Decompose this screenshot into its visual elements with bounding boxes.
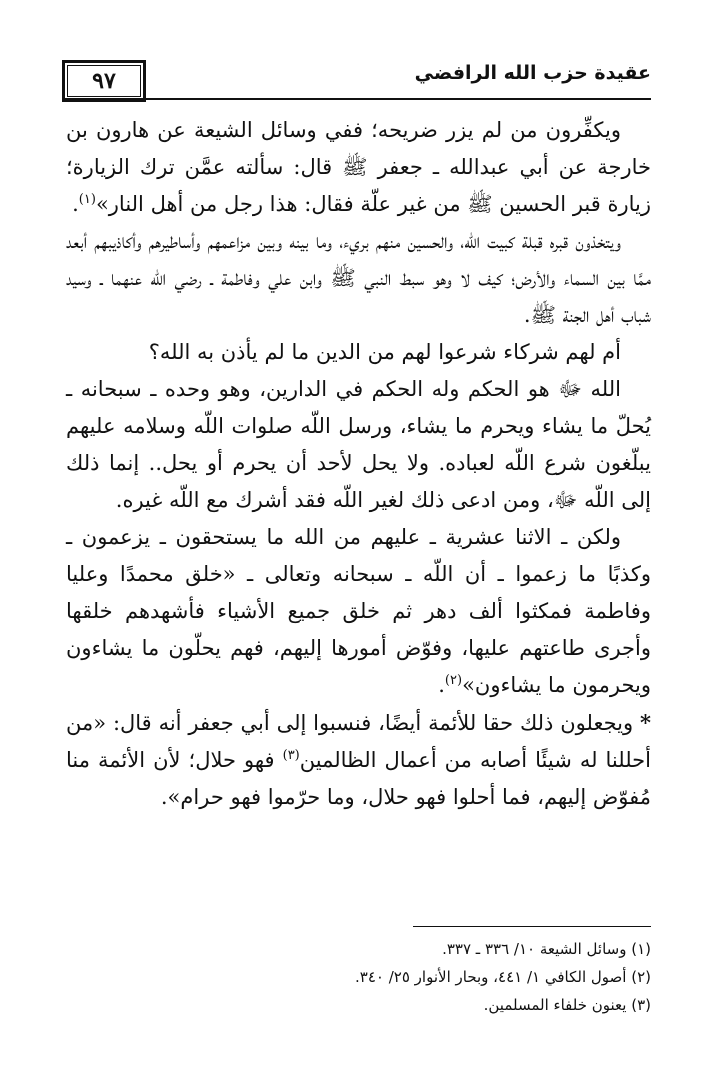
text-line: مزاعمهم وأساطيرهم وأكاذيبهم أبعد ممَّا بين السماء والأرض؛ كيف لا <box>66 229 652 290</box>
footnotes <box>66 935 651 1019</box>
text-line: ويكفِّرون من لم يزر ضريحه؛ ففي وسائل الشيعة عن هارون بن خارجة <box>66 118 651 179</box>
text-line: منا مُفوّض إليهم، فما أحلوا فهو حلال، وما حرّموا فهو حرام». <box>66 748 651 809</box>
text-line: فهو حلال؛ لأن الأئمة <box>98 748 275 772</box>
text-line: أهل الجنة ﷺ. <box>523 303 615 327</box>
paragraph: أم لهم شركاء شرعوا لهم من الدين ما لم يأذن به الله؟ <box>148 340 621 364</box>
paragraph <box>66 223 651 334</box>
text-line: ألف دهر ثم خلق جميع الأشياء فأشهدهم خلقها وأجرى طاعتهم <box>66 599 651 660</box>
page-header <box>62 60 651 102</box>
text-line: الله ﷻ هو الحكم وله الحكم في الدارين، وهو وحده ـ سبحانه ـ <box>66 377 621 401</box>
text-line: عليها، وفوّض أمورها إليهم، فهم يحلّون ما يشاءون ويحرمون ما <box>66 636 651 697</box>
text-end: . <box>72 192 79 216</box>
text-line: ولكن ـ الاثنا عشرية ـ عليهم من الله ما يستحقون ـ يزعمون ـ وكذبًا <box>66 525 651 586</box>
text-end: . <box>438 673 445 697</box>
footnote: (١) وسائل الشيعة ١٠/ ٣٣٦ ـ ٣٣٧. <box>442 940 651 958</box>
text-line: وهو سبط النبي ﷺ وابن علي وفاطمة ـ رضي الله عنهما ـ وسيد شباب <box>66 266 651 327</box>
footnote-rule <box>413 926 651 927</box>
text-line: ويجعلون ذلك حقا للأئمة أيضًا، فنسبوا إلى أبي جعفر أنه قال: <box>112 711 634 735</box>
text-line: ويتخذون قبره قبلة كبيت الله، والحسين منهم بريء، وما بينه وبين <box>257 229 621 253</box>
text-line: يبلّغون شرع اللّه لعباده. ولا يحل لأحد أن يحرم أو يحل.. إنما ذلك إلى <box>66 451 651 512</box>
bullet-star: * <box>640 710 651 735</box>
text-line: ما زعموا ـ أن اللّه ـ سبحانه وتعالى ـ «خلق محمدًا وعليا وفاطمة فمكثوا <box>66 562 651 623</box>
paragraph <box>66 519 651 704</box>
header-rule <box>62 98 651 100</box>
footnote: (٢) أصول الكافي ١/ ٤٤١، وبحار الأنوار ٢٥/ ٣٤٠. <box>355 968 651 986</box>
text-line: الحسين ﷺ من غير علّة فقال: هذا رجل من أهل النار» <box>95 192 567 216</box>
footnote-ref: (١) <box>78 192 96 207</box>
text-line: يشاءون» <box>462 673 542 697</box>
text-line: عن أبي عبدالله ـ جعفر ﷺ قال: سألته عمَّن ترك الزيارة؛ زيارة قبر <box>66 155 651 216</box>
page-number: ٩٧ <box>62 60 146 102</box>
footnote: (٣) يعنون خلفاء المسلمين. <box>483 996 651 1014</box>
text-line: يُحلّ ما يشاء ويحرم ما يشاء، ورسل اللّه صلوات اللّه وسلامه عليهم <box>66 414 651 438</box>
paragraph <box>66 704 651 816</box>
paragraph <box>66 371 651 519</box>
footnote-ref: (٢) <box>444 673 463 688</box>
text-line: اللّه ﷻ، ومن ادعى ذلك لغير اللّه فقد أشرك مع اللّه غيره. <box>115 488 615 512</box>
main-text <box>66 112 651 816</box>
running-title: عقيدة حزب الله الرافضي <box>414 62 651 84</box>
footnote-ref: (٣) <box>282 748 300 763</box>
paragraph <box>66 112 651 223</box>
text-line: «من أحللنا له شيئًا أصابه من أعمال الظالمين <box>66 711 651 772</box>
